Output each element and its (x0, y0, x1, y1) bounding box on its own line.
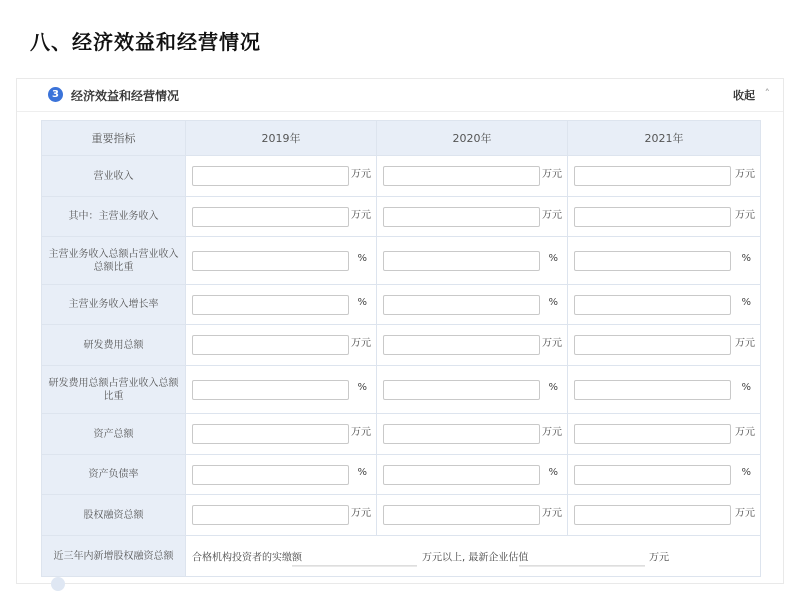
row-label: 研发费用总额占营业收入总额比重 (42, 366, 186, 414)
equity-financing-cell (186, 536, 761, 577)
value-input[interactable] (192, 251, 349, 271)
value-cell (568, 325, 761, 366)
unit-label: % (357, 381, 367, 393)
column-header: 重要指标 (42, 121, 186, 156)
row-label: 主营业务收入增长率 (42, 285, 186, 325)
table-row (42, 495, 761, 536)
unit-label: 万元 (351, 337, 371, 349)
value-input[interactable] (574, 505, 731, 525)
value-input[interactable] (383, 207, 540, 227)
value-input[interactable] (574, 207, 731, 227)
value-input[interactable] (574, 424, 731, 444)
unit-label: 万元 (542, 507, 562, 519)
column-header: 2021年 (568, 121, 761, 156)
table-row (42, 156, 761, 197)
unit-label: 万元 (542, 337, 562, 349)
value-input[interactable] (192, 505, 349, 525)
value-cell (186, 197, 377, 237)
value-input[interactable] (383, 505, 540, 525)
table-row (42, 197, 761, 237)
unit-label: 万元 (542, 426, 562, 438)
unit-label: 万元 (735, 337, 755, 349)
value-cell (377, 156, 568, 197)
unit-label: 万元 (351, 507, 371, 519)
panel-header (17, 79, 783, 112)
table-row (42, 455, 761, 495)
unit-label: % (357, 252, 367, 264)
table-row (42, 237, 761, 285)
unit-label: 万元 (351, 209, 371, 221)
page-heading: 八、经济效益和经营情况 (30, 30, 261, 54)
unit-label: 万元 (735, 426, 755, 438)
row-label: 资产负债率 (42, 455, 186, 495)
value-cell (186, 237, 377, 285)
value-cell (377, 285, 568, 325)
paid-in-amount-input[interactable] (292, 553, 417, 566)
value-input[interactable] (383, 251, 540, 271)
row-label: 研发费用总额 (42, 325, 186, 366)
column-header: 2019年 (186, 121, 377, 156)
unit-label: % (357, 466, 367, 478)
value-cell (568, 414, 761, 455)
value-cell (186, 325, 377, 366)
collapse-button[interactable]: 收起 (733, 89, 755, 102)
value-cell (377, 366, 568, 414)
value-cell (377, 495, 568, 536)
value-cell (377, 237, 568, 285)
table-row (42, 325, 761, 366)
value-input[interactable] (574, 166, 731, 186)
column-header: 2020年 (377, 121, 568, 156)
value-input[interactable] (383, 166, 540, 186)
value-input[interactable] (192, 424, 349, 444)
unit-label: % (741, 466, 751, 478)
unit-label: % (548, 381, 558, 393)
value-input[interactable] (574, 251, 731, 271)
unit-label: 万元 (542, 168, 562, 180)
unit-label: % (741, 296, 751, 308)
row-label: 主营业务收入总额占营业收入总额比重 (42, 237, 186, 285)
equity-text-3: 万元 (649, 552, 669, 564)
value-input[interactable] (383, 465, 540, 485)
unit-label: % (741, 381, 751, 393)
value-input[interactable] (383, 335, 540, 355)
value-input[interactable] (574, 295, 731, 315)
value-cell (186, 414, 377, 455)
row-label: 营业收入 (42, 156, 186, 197)
value-cell (568, 285, 761, 325)
row-label: 股权融资总额 (42, 495, 186, 536)
equity-text-2: 万元以上, 最新企业估值 (422, 552, 529, 564)
unit-label: 万元 (542, 209, 562, 221)
value-cell (186, 285, 377, 325)
value-input[interactable] (383, 380, 540, 400)
table-row (42, 414, 761, 455)
table-header-row (42, 121, 761, 156)
table-row (42, 536, 761, 577)
value-cell (186, 455, 377, 495)
value-input[interactable] (574, 465, 731, 485)
chevron-up-double-icon[interactable]: ˄ (764, 87, 770, 100)
step-number-badge: 3 (48, 87, 63, 102)
value-cell (377, 414, 568, 455)
value-input[interactable] (192, 166, 349, 186)
unit-label: % (357, 296, 367, 308)
value-input[interactable] (192, 295, 349, 315)
value-input[interactable] (192, 465, 349, 485)
unit-label: 万元 (735, 507, 755, 519)
indicators-table (41, 120, 761, 577)
value-input[interactable] (383, 424, 540, 444)
value-input[interactable] (192, 207, 349, 227)
value-cell (186, 366, 377, 414)
valuation-input[interactable] (519, 553, 645, 566)
value-input[interactable] (192, 335, 349, 355)
row-label: 资产总额 (42, 414, 186, 455)
panel-title: 经济效益和经营情况 (71, 89, 180, 103)
unit-label: % (741, 252, 751, 264)
value-cell (377, 197, 568, 237)
unit-label: % (548, 466, 558, 478)
value-input[interactable] (192, 380, 349, 400)
value-cell (377, 325, 568, 366)
unit-label: 万元 (351, 426, 371, 438)
value-input[interactable] (383, 295, 540, 315)
value-cell (568, 237, 761, 285)
value-input[interactable] (574, 335, 731, 355)
value-input[interactable] (574, 380, 731, 400)
value-cell (568, 455, 761, 495)
value-cell (568, 495, 761, 536)
next-section-badge (51, 577, 65, 591)
value-cell (186, 156, 377, 197)
value-cell (568, 366, 761, 414)
unit-label: 万元 (735, 209, 755, 221)
table-row (42, 285, 761, 325)
equity-text-1: 合格机构投资者的实缴额 (192, 552, 302, 564)
row-label: 近三年内新增股权融资总额 (42, 536, 186, 577)
value-cell (186, 495, 377, 536)
row-label: 其中：主营业务收入 (42, 197, 186, 237)
unit-label: % (548, 296, 558, 308)
value-cell (568, 156, 761, 197)
unit-label: 万元 (735, 168, 755, 180)
economic-benefits-panel (16, 78, 784, 584)
unit-label: % (548, 252, 558, 264)
table-row (42, 366, 761, 414)
value-cell (568, 197, 761, 237)
unit-label: 万元 (351, 168, 371, 180)
value-cell (377, 455, 568, 495)
